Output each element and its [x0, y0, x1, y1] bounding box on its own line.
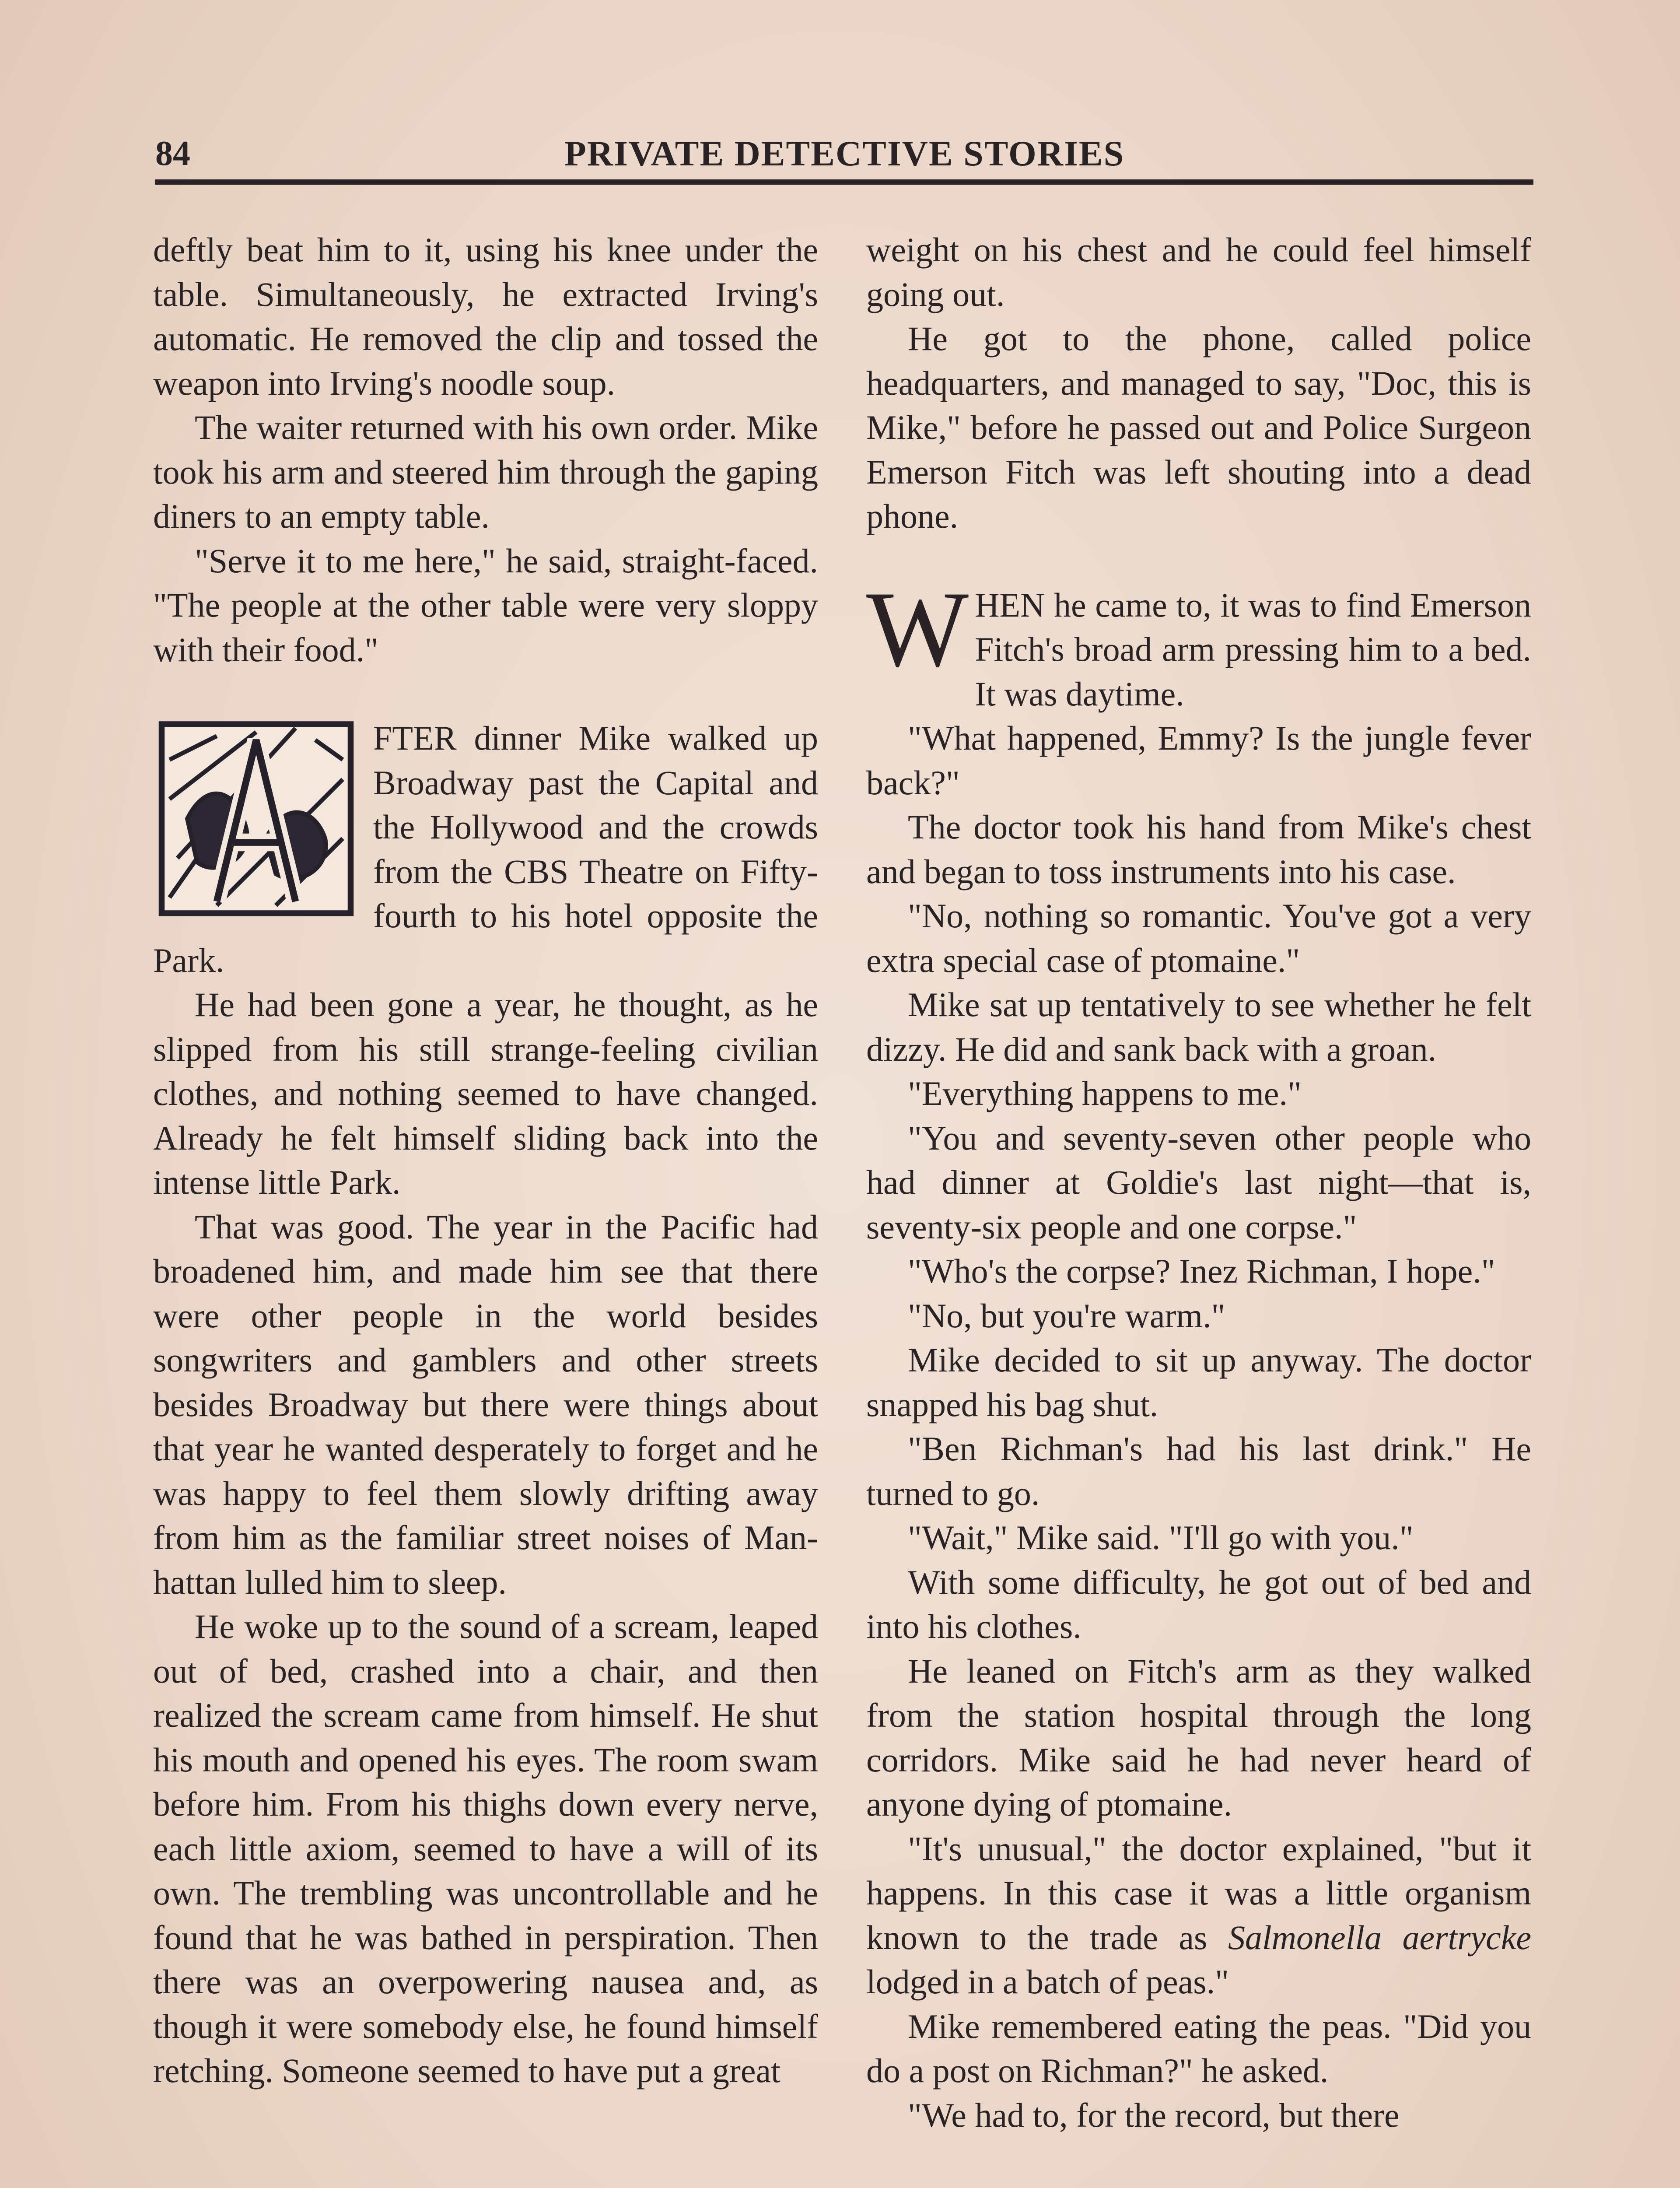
- paragraph: The doctor took his hand from Mike's chest and began to toss instruments into his case.: [866, 808, 1531, 891]
- paragraph: He woke up to the sound of a scream, leaped out of bed, crashed into a chair, and then realized the scream came from himself. He shut his mouth and opened his eyes. The room swam before him. From his thighs down every nerve, each little axiom, seemed to have a will of its own. The trembling was uncontrollable and he found that he was bathed in perspiration. Then there was an overpowering nausea and, as though it were somebody else, he found himself retching. Someone seemed to have put a great: [153, 1607, 818, 2090]
- paragraph: "What happened, Emmy? Is the jungle fever back?": [866, 719, 1531, 802]
- paragraph: "We had to, for the record, but there: [908, 2096, 1400, 2134]
- paragraph: The waiter returned with his own order. Mike took his arm and steered him through the gaping diners to an empty table.: [153, 408, 818, 535]
- paragraph: weight on his chest and he could feel himself going out.: [866, 231, 1531, 313]
- paragraph: deftly beat him to it, using his knee under the table. Simultaneously, he extracted Irving's automatic. He removed the clip and tossed the weapon into Irving's noodle soup.: [153, 231, 818, 402]
- paragraph: He leaned on Fitch's arm as they walked from the station hospital through the long corridors. Mike said he had never heard of anyone dying of ptomaine.: [866, 1652, 1531, 1823]
- page-number: 84: [155, 134, 190, 173]
- paragraph: He had been gone a year, he thought, as he slipped from his still strange-feeling civilian clothes, and nothing seemed to have changed. Already he felt himself sliding back into the intense little Park.: [153, 985, 818, 1201]
- paragraph: "Ben Richman's had his last drink." He turned to go.: [866, 1430, 1531, 1512]
- header-rule: [155, 179, 1533, 185]
- paragraph: "No, but you're warm.": [908, 1296, 1225, 1335]
- paragraph: With some difficulty, he got out of bed and into his clothes.: [866, 1563, 1531, 1645]
- paragraph: [866, 1827, 1531, 2004]
- decorative-dropcap-a: [157, 720, 356, 917]
- running-title: PRIVATE DETECTIVE STORIES: [564, 133, 1125, 173]
- paragraph: Mike sat up tentatively to see whether he felt dizzy. He did and sank back with a groan.: [866, 985, 1531, 1068]
- paragraph-with-dropcap: [866, 568, 1531, 716]
- paragraph: "Everything happens to me.": [908, 1074, 1302, 1112]
- left-column: [153, 228, 818, 2093]
- italic-term: Salmonella aertrycke: [1228, 1918, 1531, 1957]
- paragraph-text: HEN he came to, it was to find Emerson Fitch's broad arm pressing him to a bed. It was daytime.: [975, 586, 1531, 713]
- paragraph: "No, nothing so romantic. You've got a very extra special case of ptomaine.": [866, 897, 1531, 979]
- paragraph-text: "It's unusual," the doctor explained, "but it happens. In this case it was a little organism known to the trade as: [866, 1829, 1531, 1957]
- paragraph: Mike remembered eating the peas. "Did you do a post on Richman?" he asked.: [866, 2007, 1531, 2090]
- page-header: [155, 130, 1533, 178]
- paragraph: He got to the phone, called police headquarters, and managed to say, "Doc, this is Mike," before he passed out and Police Surgeon Emerson Fitch was left shouting into a dead phone.: [866, 319, 1531, 535]
- right-column: [866, 228, 1531, 2137]
- paragraph: "Who's the corpse? Inez Richman, I hope.": [908, 1252, 1495, 1290]
- paragraph: That was good. The year in the Pacific had broadened him, and made him see that there were other people in the world besides songwriters and gamblers and other streets besides Broadway but there were things about that year he wanted desperately to forget and he was happy to feel them slowly drifting away from him as the familiar street noises of Manhattan lulled him to sleep.: [153, 1207, 818, 1601]
- paragraph: "Wait," Mike said. "I'll go with you.": [908, 1518, 1414, 1557]
- paragraph-with-dropcap: [153, 716, 818, 982]
- paragraph: "You and seventy-seven other people who had dinner at Goldie's last night—that is, seventy-six people and one corpse.": [866, 1119, 1531, 1246]
- paragraph: "Serve it to me here," he said, straight-faced. "The people at the other table were very sloppy with their food.": [153, 541, 818, 669]
- paragraph: Mike decided to sit up anyway. The doctor snapped his bag shut.: [866, 1341, 1531, 1424]
- paragraph-text: lodged in a batch of peas.": [866, 1963, 1229, 2001]
- dropcap-w: W: [866, 568, 969, 689]
- paragraph-text: FTER dinner Mike walked up Broadway past the Capital and the Hollywood and the crowds from the CBS Theatre on Fifty-fourth to his hotel opposite the Park.: [153, 719, 818, 979]
